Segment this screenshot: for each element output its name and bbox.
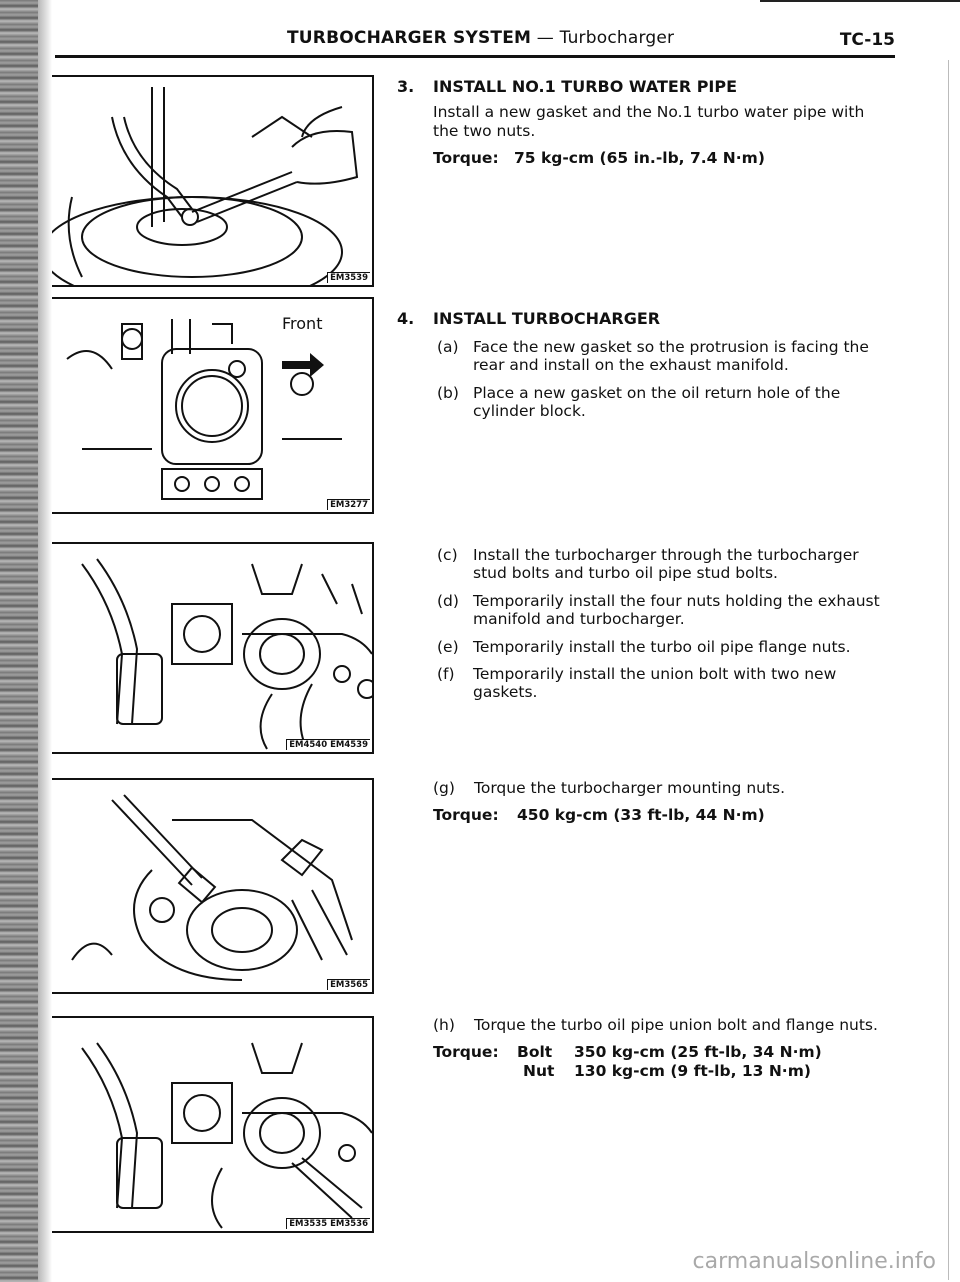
page-header: [55, 28, 895, 68]
substep-a-line-2: rear and install on the exhaust manifold.: [473, 356, 789, 374]
header-rule: [55, 55, 895, 58]
figure-code: EM3535 EM3536: [286, 1218, 370, 1229]
step-3-body-line-1: Install a new gasket and the No.1 turbo water pipe with: [433, 103, 865, 121]
figure-code: EM4540 EM4539: [286, 739, 370, 750]
right-margin-rule: [948, 60, 949, 1280]
substep-g-torque-value: 450 kg-cm (33 ft-lb, 44 N·m): [517, 806, 765, 824]
site-watermark: carmanualsonline.info: [692, 1249, 936, 1274]
step-4-title: INSTALL TURBOCHARGER: [433, 309, 661, 328]
substep-h-bolt-label: Bolt: [517, 1043, 553, 1061]
substep-c-line-1: Install the turbocharger through the turbocharger: [473, 546, 859, 564]
substep-a-line-1: Face the new gasket so the protrusion is facing the: [473, 338, 869, 356]
substep-d-letter: (d): [437, 592, 459, 610]
substep-h-letter: (h): [433, 1016, 455, 1034]
substep-d-line-1: Temporarily install the four nuts holding the exhaust: [473, 592, 880, 610]
union-bolt-illustration: [52, 1018, 372, 1231]
substep-e-letter: (e): [437, 638, 459, 656]
front-label: Front: [282, 314, 323, 333]
substep-g-line-1: Torque the turbocharger mounting nuts.: [474, 779, 786, 797]
substep-c-letter: (c): [437, 546, 458, 564]
scan-binding-edge: [0, 0, 38, 1282]
mounting-nuts-illustration: [52, 780, 372, 992]
figure-union-bolt: [52, 1016, 374, 1233]
figure-install-turbocharger: [52, 542, 374, 754]
substep-h-bolt-value: 350 kg-cm (25 ft-lb, 34 N·m): [574, 1043, 822, 1061]
section-title-sub: — Turbocharger: [531, 28, 675, 48]
step-3-body-line-2: the two nuts.: [433, 122, 536, 140]
substep-b-line-1: Place a new gasket on the oil return hole of the: [473, 384, 841, 402]
substep-e-line-1: Temporarily install the turbo oil pipe flange nuts.: [473, 638, 851, 656]
substep-h-torque-label: Torque:: [433, 1043, 499, 1061]
step-3-title: INSTALL NO.1 TURBO WATER PIPE: [433, 77, 738, 96]
figure-mounting-nuts: [52, 778, 374, 994]
section-title-main: TURBOCHARGER SYSTEM: [287, 28, 532, 48]
substep-c-line-2: stud bolts and turbo oil pipe stud bolts.: [473, 564, 778, 582]
scan-binding-shadow: [38, 0, 52, 1282]
substep-h-nut-label: Nut: [523, 1062, 555, 1080]
substep-b-line-2: cylinder block.: [473, 402, 586, 420]
turbocharger-install-illustration: [52, 544, 372, 752]
gasket-illustration: [52, 299, 372, 512]
figure-gasket-front: [52, 297, 374, 514]
substep-d-line-2: manifold and turbocharger.: [473, 610, 685, 628]
substep-b-letter: (b): [437, 384, 459, 402]
substep-f-letter: (f): [437, 665, 455, 683]
substep-h-line-1: Torque the turbo oil pipe union bolt and flange nuts.: [474, 1016, 878, 1034]
top-edge-rule: [760, 0, 960, 2]
figure-code: EM3539: [327, 272, 370, 283]
substep-f-line-2: gaskets.: [473, 683, 538, 701]
step-3-number: 3.: [397, 77, 415, 96]
step-4-number: 4.: [397, 309, 415, 328]
step-3-torque-value: 75 kg-cm (65 in.-lb, 7.4 N·m): [514, 149, 765, 167]
substep-a-letter: (a): [437, 338, 459, 356]
figure-code: EM3277: [327, 499, 370, 510]
substep-f-line-1: Temporarily install the union bolt with two new: [473, 665, 837, 683]
figure-water-pipe: [52, 75, 374, 287]
water-pipe-illustration: [52, 77, 372, 285]
page-number: TC-15: [839, 30, 895, 50]
section-title: [287, 28, 674, 48]
substep-h-nut-value: 130 kg-cm (9 ft-lb, 13 N·m): [574, 1062, 811, 1080]
substep-g-letter: (g): [433, 779, 455, 797]
substep-g-torque-label: Torque:: [433, 806, 499, 824]
step-3-torque-label: Torque:: [433, 149, 499, 167]
figure-code: EM3565: [327, 979, 370, 990]
